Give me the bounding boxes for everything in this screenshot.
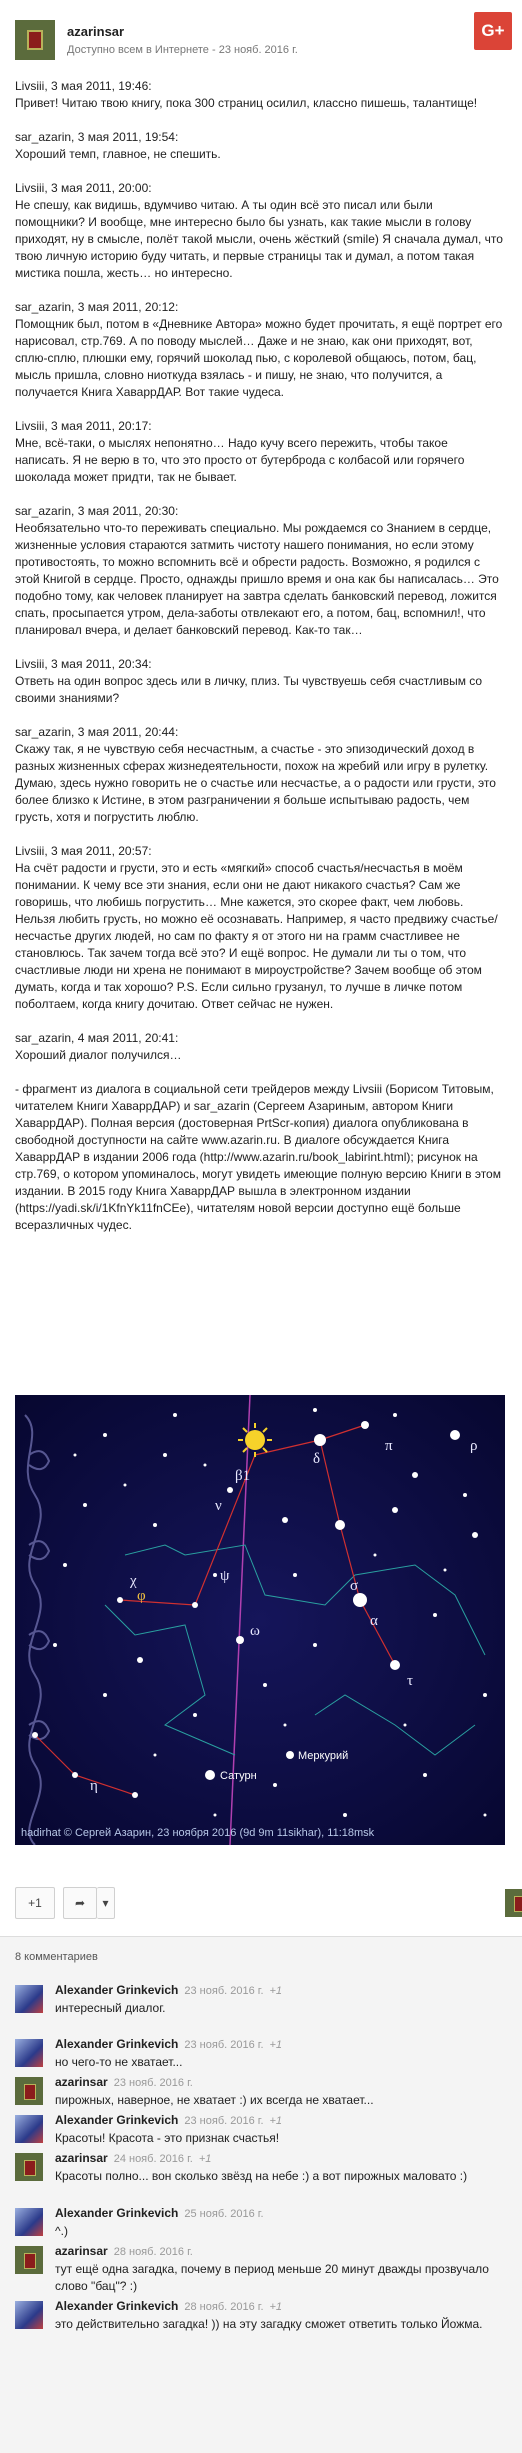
comment-date[interactable]: 23 нояб. 2016 г. xyxy=(113,2077,193,2089)
commenter-name[interactable]: Alexander Grinkevich xyxy=(55,2113,179,2127)
label-alpha: α xyxy=(370,1613,378,1629)
message-text: Хороший темп, главное, не спешить. xyxy=(15,147,221,161)
message-header: Livsiii, 3 мая 2011, 20:00: xyxy=(15,181,152,195)
comment-date[interactable]: 28 нояб. 2016 г. xyxy=(113,2246,193,2258)
share-menu-button[interactable] xyxy=(97,1887,115,1919)
commenter-name[interactable]: azarinsar xyxy=(55,2075,108,2089)
message-header: sar_azarin, 4 мая 2011, 20:41: xyxy=(15,1031,179,1045)
share-icon: ➦ xyxy=(74,1896,86,1910)
comment-header xyxy=(55,2037,282,2051)
star-map xyxy=(15,1395,505,1845)
comments-count: 8 комментариев xyxy=(15,1951,98,1963)
commenter-avatar[interactable] xyxy=(15,2039,43,2067)
comment-date[interactable]: 23 нояб. 2016 г. xyxy=(184,2115,264,2127)
label-beta1: β1 xyxy=(235,1468,251,1484)
message-header: Livsiii, 3 мая 2011, 20:17: xyxy=(15,419,152,433)
comment-header xyxy=(55,2299,282,2313)
post-body xyxy=(15,78,505,1251)
message-text: Необязательно что-то переживать специально. Мы рождаемся со Знанием в сердце, жизненные условия стараются затмить чистоту нашего понимания, но если этому противостоять, то можно вспомнить всё и обрести радость. Возможно, я родился с этой Книгой в сердце. Просто, однажды пришло время и она как бы написалась… Это подобно тому, как человек планирует на завтра сделать банковский перевод, ложится спать, просыпается утром, дела-заботы отвлекают его, а потом, бац, вспомнил!, что планировал вчера, и делает банковский перевод. Как-то так… xyxy=(15,521,499,637)
comment-date[interactable]: 28 нояб. 2016 г. xyxy=(184,2301,264,2313)
message-text: Хороший диалог получился… xyxy=(15,1048,182,1062)
comment-text: это действительно загадка! )) на эту загадку сможет ответить только Йожма. xyxy=(55,2317,483,2331)
comment-plus-one[interactable]: +1 xyxy=(198,2153,212,2165)
visibility-label: Доступно всем в Интернете xyxy=(67,44,209,56)
comment-text: ^.) xyxy=(55,2224,68,2238)
post-actions xyxy=(15,1887,505,1923)
label-omega: ω xyxy=(250,1623,260,1639)
commenter-avatar[interactable] xyxy=(15,2208,43,2236)
commenter-name[interactable]: Alexander Grinkevich xyxy=(55,2037,179,2051)
comment-header xyxy=(55,2151,211,2165)
post-photo[interactable] xyxy=(15,1395,505,1845)
post-paragraph xyxy=(15,299,505,401)
comment-header xyxy=(55,2113,282,2127)
message-header: sar_azarin, 3 мая 2011, 20:44: xyxy=(15,725,179,739)
saturn-marker xyxy=(205,1770,215,1780)
message-text: Скажу так, я не чувствую себя несчастным, а счастье - это эпизодический доход в разных жизненных сферах жизнедеятельности, похож на жребий или игру в рулетку. Думаю, здесь нужно говорить не о счастье или несчастье, а о радости или грусти, это более близко к Истине, в этом разграничении я больше испытываю радость, чем грусть, хотя и погрустить люблю. xyxy=(15,742,496,824)
label-saturn: Сатурн xyxy=(220,1770,257,1782)
author-name[interactable]: azarinsar xyxy=(67,24,125,39)
comment-text: но чего-то не хватает... xyxy=(55,2055,183,2069)
post-paragraph xyxy=(15,843,505,1013)
commenter-name[interactable]: azarinsar xyxy=(55,2244,108,2258)
photo-caption: hadirhat © Сергей Азарин, 23 ноября 2016 (9d 9m 11sikhar), 11:18msk xyxy=(21,1827,375,1839)
post-paragraph xyxy=(15,503,505,639)
mercury-marker xyxy=(286,1751,294,1759)
post-paragraph xyxy=(15,129,505,163)
commenter-avatar[interactable] xyxy=(15,2115,43,2143)
comment-text: Красоты полно... вон сколько звёзд на небе :) а вот пирожных маловато :) xyxy=(55,2169,468,2183)
label-sigma: σ xyxy=(350,1578,359,1594)
commenter-name[interactable]: Alexander Grinkevich xyxy=(55,1983,179,1997)
post-paragraph xyxy=(15,78,505,112)
post-paragraph xyxy=(15,1081,505,1234)
comment-header xyxy=(55,1983,282,1997)
comment-text: интересный диалог. xyxy=(55,2001,166,2015)
post-paragraph xyxy=(15,656,505,707)
post-paragraph xyxy=(15,418,505,486)
comment-header xyxy=(55,2075,199,2089)
commenter-avatar[interactable] xyxy=(15,1985,43,2013)
comment-text: тут ещё одна загадка, почему в период меньше 20 минут дважды прозвучало слово "бац"? :) xyxy=(55,2262,489,2293)
google-plus-icon[interactable]: G+ xyxy=(474,12,512,50)
plusoner-avatar[interactable] xyxy=(505,1889,522,1917)
message-text: - фрагмент из диалога в социальной сети трейдеров между Livsiii (Борисом Титовым, читателем Книги ХаваррДАР) и sar_azarin (Сергеем Азариным, автором Книги ХаваррДАР). Полная версия (достоверная PrtScr-копия) диалога опубликована в свободной доступности на сайте www.azarin.ru. В диалоге обсуждается Книга ХаваррДАР в издании 2006 года (http://www.azarin.ru/book_labirint.html); рисунок на стр.769, о котором упоминалось, могут увидеть имеющие полную версию Книги в этом издании. В 2015 году Книга ХаваррДАР вышла в электронном издании (https://yadi.sk/i/1KfnYk11fnCEe), читателям новой версии доступно ещё больше всеразличных чудес. xyxy=(15,1082,501,1232)
comment-date[interactable]: 25 нояб. 2016 г. xyxy=(184,2208,264,2220)
share-button[interactable] xyxy=(63,1887,97,1919)
message-text: Не спешу, как видишь, вдумчиво читаю. А ты один всё это писал или были помощники? И вообще, мне интересно было бы узнать, как такие мысли в голову приходят, ну в смысле, полёт такой мысли, очень жёсткий (smile) Я сначала думал, что твою личную историю буду читать, и первые страницы так и думал, а потом такая мистика пошла, жесть… но интересно. xyxy=(15,198,503,280)
label-rho: ρ xyxy=(470,1438,478,1454)
message-header: sar_azarin, 3 мая 2011, 20:30: xyxy=(15,504,179,518)
label-nu: ν xyxy=(215,1498,222,1514)
post-paragraph xyxy=(15,1030,505,1064)
label-pi: π xyxy=(385,1438,393,1454)
message-header: sar_azarin, 3 мая 2011, 20:12: xyxy=(15,300,179,314)
label-eta: η xyxy=(90,1778,98,1794)
message-text: Привет! Читаю твою книгу, пока 300 страниц осилил, классно пишешь, талантище! xyxy=(15,96,478,110)
message-header: Livsiii, 3 мая 2011, 20:34: xyxy=(15,657,152,671)
label-delta: δ xyxy=(313,1451,321,1467)
comment-text: Красоты! Красота - это признак счастья! xyxy=(55,2131,280,2145)
comment-date[interactable]: 24 нояб. 2016 г. xyxy=(113,2153,193,2165)
plus-one-button[interactable]: +1 xyxy=(15,1887,55,1919)
commenter-avatar[interactable] xyxy=(15,2077,43,2105)
meta-separator: - xyxy=(211,44,219,56)
message-header: sar_azarin, 3 мая 2011, 19:54: xyxy=(15,130,179,144)
author-avatar[interactable] xyxy=(15,20,55,60)
comments-section xyxy=(0,1936,522,2453)
comment-plus-one[interactable]: +1 xyxy=(269,2115,283,2127)
comment-plus-one[interactable]: +1 xyxy=(269,2039,283,2051)
comment-header xyxy=(55,2244,199,2258)
commenter-avatar[interactable] xyxy=(15,2301,43,2329)
message-text: Мне, всё-таки, о мыслях непонятно… Надо кучу всего пережить, чтобы такое написать. Я не верю в то, что это просто от бутерброда с колбасой или горячего шоколада может придти, так не бывает. xyxy=(15,436,465,484)
message-text: На счёт радости и грусти, это и есть «мягкий» способ счастья/несчастья в моём понимании. К чему все эти знания, если они не дают никакого счастья? Сам же говоришь, что любишь погрустить… Мне кажется, это скорее факт, чем любовь. Нельзя любить грусть, но можно её осознавать. Например, я часто предвижу счастье/несчастье других людей, но сам по факту я от этого ни на грамм счастливее не становлюсь. Так зачем тогда всё это? И ещё вопрос. Не думали ли ты о том, что счастливые люди ни хрена не понимают в мироустройстве? Зачем вообще об этом думать, когда и так хорошо? P.S. Если сильно грузанул, то лучше в личке потом поболтаем, когда книгу дочитаю. Ответ сейчас не нужен. xyxy=(15,861,498,1011)
comment-date[interactable]: 23 нояб. 2016 г. xyxy=(184,2039,264,2051)
post-paragraph xyxy=(15,180,505,282)
message-text: Ответь на один вопрос здесь или в личку, плиз. Ты чувствуешь себя счастливым со своими знаниями? xyxy=(15,674,483,705)
chevron-down-icon: ▾ xyxy=(102,1896,109,1910)
label-tau: τ xyxy=(407,1673,414,1689)
comment-date[interactable]: 23 нояб. 2016 г. xyxy=(184,1985,264,1997)
commenter-avatar[interactable] xyxy=(15,2153,43,2181)
message-header: Livsiii, 3 мая 2011, 19:46: xyxy=(15,79,152,93)
commenter-name[interactable]: Alexander Grinkevich xyxy=(55,2299,179,2313)
comment-plus-one[interactable]: +1 xyxy=(269,1985,283,1997)
label-chi: χ xyxy=(130,1573,137,1589)
comment-header xyxy=(55,2206,270,2220)
post-date[interactable]: 23 нояб. 2016 г. xyxy=(218,44,298,56)
label-mercury: Меркурий xyxy=(298,1750,349,1762)
post-meta xyxy=(67,44,298,56)
comment-plus-one[interactable]: +1 xyxy=(269,2301,283,2313)
commenter-name[interactable]: Alexander Grinkevich xyxy=(55,2206,179,2220)
label-psi: ψ xyxy=(220,1568,230,1584)
message-text: Помощник был, потом в «Дневнике Автора» можно будет прочитать, я ещё портрет его нарисовал, стр.769. А по поводу мыслей… Даже и не знаю, как они приходят, вот, сплю-сплю, плюшки ему, горячий шоколад пью, с королевой общаюсь, потом, бац, мысль пришла, словно ниоткуда взялась - и пишу, не знаю, что получится, а получается Книга ХаваррДАР. Вот такие чудеса. xyxy=(15,317,503,399)
comment-text: пирожных, наверное, не хватает :) их всегда не хватает... xyxy=(55,2093,374,2107)
message-header: Livsiii, 3 мая 2011, 20:57: xyxy=(15,844,152,858)
commenter-name[interactable]: azarinsar xyxy=(55,2151,108,2165)
commenter-avatar[interactable] xyxy=(15,2246,43,2274)
label-phi: φ xyxy=(137,1588,146,1604)
post-paragraph xyxy=(15,724,505,826)
